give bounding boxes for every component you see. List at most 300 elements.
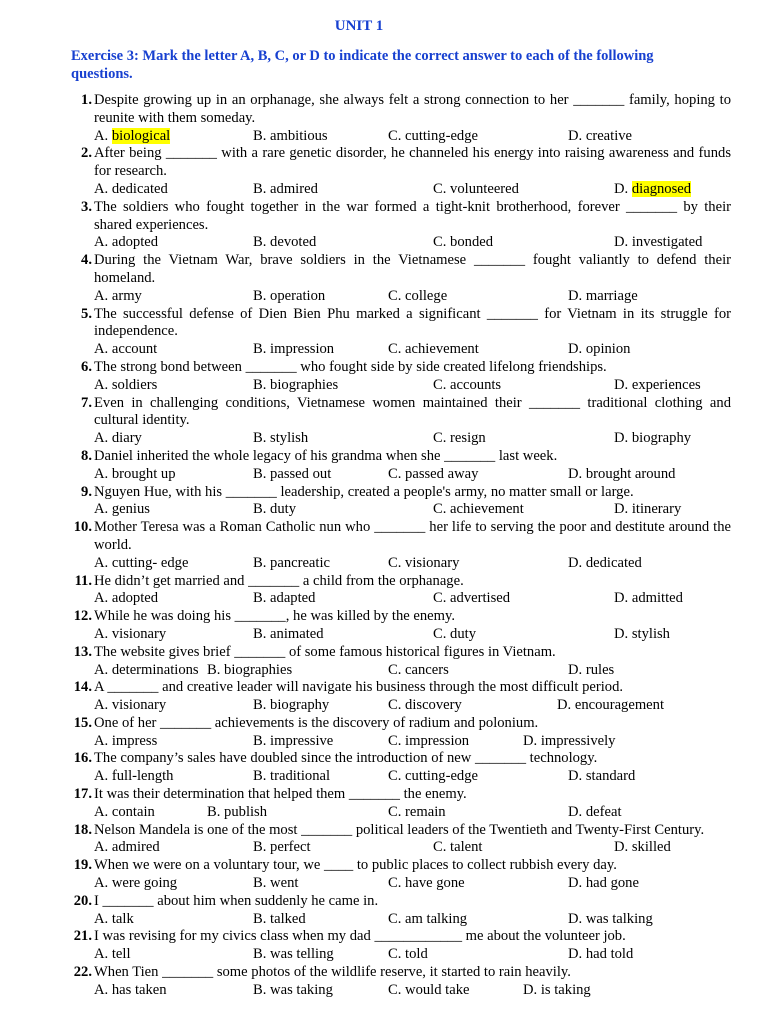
option-text: biography (270, 697, 330, 714)
option-text: cutting-edge (405, 768, 478, 785)
answer-option[interactable] (94, 501, 150, 519)
question-number: 12. (73, 608, 92, 625)
option-text: stylish (270, 430, 309, 447)
answer-option[interactable] (388, 128, 478, 146)
answer-option[interactable] (253, 911, 306, 929)
option-letter: B. (253, 875, 267, 892)
answer-option[interactable] (568, 946, 633, 964)
option-text: encouragement (574, 697, 664, 714)
answer-option[interactable] (253, 466, 331, 484)
option-letter: D. (614, 180, 629, 197)
question-stem (0, 964, 731, 982)
question-text: I _______ about him when suddenly he came in. (94, 892, 379, 909)
question-number: 7. (81, 394, 92, 411)
question-stem (0, 448, 731, 466)
option-text: creative (585, 127, 633, 144)
answer-option[interactable] (388, 288, 447, 306)
question-text: The website gives brief _______ of some famous historical figures in Vietnam. (94, 643, 556, 660)
option-letter: B. (253, 910, 267, 927)
option-text: soldiers (111, 376, 158, 393)
option-text: standard (585, 768, 636, 785)
answer-options (0, 501, 768, 519)
option-letter: C. (388, 465, 402, 482)
option-text: visionary (111, 697, 167, 714)
question-stem (0, 715, 731, 733)
option-letter: B. (253, 376, 267, 393)
option-letter: B. (253, 287, 267, 304)
answer-options (0, 466, 768, 484)
answer-option[interactable] (253, 590, 315, 608)
question-number: 5. (81, 305, 92, 322)
answer-option[interactable] (388, 982, 470, 1000)
answer-option[interactable] (253, 128, 328, 146)
option-letter: A. (94, 839, 109, 856)
option-text: dedicated (585, 554, 642, 571)
answer-option[interactable] (614, 377, 701, 395)
option-letter: C. (388, 875, 402, 892)
option-letter: A. (94, 430, 109, 447)
answer-option[interactable] (614, 501, 681, 519)
question-number: 13. (73, 643, 92, 660)
option-letter: B. (253, 554, 267, 571)
answer-option[interactable] (94, 839, 160, 857)
answer-option[interactable] (388, 804, 446, 822)
question-text: When Tien _______ some photos of the wildlife reserve, it started to rain heavily. (94, 964, 571, 981)
answer-option[interactable] (253, 875, 298, 893)
answer-option[interactable] (523, 733, 615, 751)
option-letter: A. (94, 127, 109, 144)
answer-option[interactable] (94, 697, 166, 715)
option-letter: A. (94, 732, 109, 749)
answer-option[interactable] (94, 430, 142, 448)
option-text: animated (270, 625, 324, 642)
option-letter: D. (614, 430, 629, 447)
option-letter: A. (94, 180, 109, 197)
option-text: brought up (111, 465, 176, 482)
answer-option[interactable] (433, 626, 476, 644)
option-text: investigated (631, 234, 703, 251)
option-text: have gone (405, 875, 465, 892)
question-text: He didn’t get married and _______ a child from the orphanage. (94, 572, 464, 589)
option-text: impression (405, 732, 470, 749)
question-text: During the Vietnam War, brave soldiers in the Vietnamese _______ fought valiantly to defend their homeland. (94, 252, 731, 286)
option-letter: B. (207, 803, 221, 820)
question-text: Even in challenging conditions, Vietnamese women maintained their _______ traditional clothing and cultural identity. (94, 394, 731, 429)
answer-option[interactable] (388, 733, 469, 751)
answer-option[interactable] (388, 911, 467, 929)
answer-option[interactable] (433, 839, 482, 857)
option-text: account (111, 341, 158, 358)
option-text: contain (111, 803, 155, 820)
answer-options (0, 430, 768, 448)
answer-option[interactable] (433, 234, 493, 252)
option-text: operation (270, 287, 326, 304)
answer-option[interactable] (94, 466, 176, 484)
option-letter: D. (568, 661, 583, 678)
option-letter: D. (568, 946, 583, 963)
answer-option[interactable] (614, 430, 691, 448)
answer-option[interactable] (94, 377, 157, 395)
option-text: talked (270, 910, 306, 927)
option-text: itinerary (631, 501, 682, 518)
answer-option[interactable] (253, 946, 334, 964)
answer-option[interactable] (388, 466, 478, 484)
option-text: cutting-edge (405, 127, 478, 144)
option-text: skilled (631, 839, 671, 856)
question-text: While he was doing his _______, he was killed by the enemy. (94, 608, 455, 625)
question-text: Nelson Mandela is one of the most _______ political leaders of the Twentieth and Twenty-First Century. (94, 821, 705, 838)
question-stem (0, 145, 731, 181)
answer-options (0, 590, 768, 608)
option-text: brought around (585, 465, 676, 482)
option-text: adopted (111, 590, 159, 607)
answer-option[interactable] (433, 181, 519, 199)
option-letter: D. (557, 697, 572, 714)
option-letter: C. (433, 234, 447, 251)
option-text: had gone (585, 875, 639, 892)
option-letter: C. (433, 501, 447, 518)
option-letter: C. (433, 625, 447, 642)
option-letter: C. (433, 839, 447, 856)
answer-option[interactable] (253, 341, 334, 359)
option-letter: B. (253, 768, 267, 785)
answer-options (0, 341, 768, 359)
question-number: 9. (81, 483, 92, 500)
answer-option[interactable] (207, 804, 267, 822)
question-stem (0, 484, 731, 502)
answer-option[interactable] (94, 128, 170, 146)
answer-options (0, 377, 768, 395)
option-text: discovery (405, 697, 462, 714)
option-letter: C. (388, 910, 402, 927)
answer-options (0, 234, 768, 252)
option-text: ambitious (270, 127, 328, 144)
option-text: rules (585, 661, 615, 678)
option-letter: D. (568, 910, 583, 927)
option-letter: B. (253, 430, 267, 447)
answer-option[interactable] (94, 768, 173, 786)
answer-option[interactable] (94, 982, 167, 1000)
answer-option[interactable] (568, 875, 639, 893)
option-letter: C. (388, 732, 402, 749)
answer-option[interactable] (433, 590, 510, 608)
question-text: I was revising for my civics class when my dad ____________ me about the volunteer job. (94, 928, 626, 945)
option-text: had told (585, 946, 634, 963)
option-text: publish (224, 803, 268, 820)
option-text: admired (270, 180, 318, 197)
option-text: cancers (405, 661, 449, 678)
option-letter: A. (94, 376, 109, 393)
option-text: told (405, 946, 428, 963)
question-stem (0, 573, 731, 591)
option-text: duty (270, 501, 296, 518)
answer-option[interactable] (614, 590, 683, 608)
answer-option[interactable] (614, 839, 671, 857)
option-text: perfect (270, 839, 311, 856)
answer-option[interactable] (388, 555, 459, 573)
question-text: It was their determination that helped them _______ the enemy. (94, 786, 467, 803)
answer-option[interactable] (614, 626, 670, 644)
question-number: 16. (73, 750, 92, 767)
option-letter: D. (614, 376, 629, 393)
answer-option[interactable] (253, 288, 325, 306)
question-number: 4. (81, 252, 92, 269)
option-letter: C. (388, 946, 402, 963)
answer-option[interactable] (568, 911, 653, 929)
option-letter: A. (94, 590, 109, 607)
answer-option[interactable] (614, 181, 691, 199)
option-text: impressive (270, 732, 334, 749)
option-letter: C. (433, 376, 447, 393)
option-text: visionary (111, 625, 167, 642)
answer-option[interactable] (253, 768, 330, 786)
option-text: went (270, 875, 299, 892)
option-text: stylish (631, 625, 670, 642)
option-text: experiences (631, 376, 701, 393)
option-letter: C. (388, 287, 402, 304)
question-number: 19. (73, 857, 92, 874)
option-letter: B. (253, 697, 267, 714)
question-number: 8. (81, 447, 92, 464)
option-letter: D. (568, 803, 583, 820)
answer-options (0, 733, 768, 751)
question-number: 14. (73, 679, 92, 696)
option-text: adopted (111, 234, 159, 251)
answer-option[interactable] (388, 662, 449, 680)
question-number: 15. (73, 714, 92, 731)
answer-option[interactable] (94, 911, 134, 929)
question-number: 18. (73, 821, 92, 838)
option-letter: A. (94, 661, 109, 678)
option-text: was taking (270, 981, 333, 998)
answer-option[interactable] (94, 626, 166, 644)
answer-option[interactable] (568, 466, 675, 484)
question-stem (0, 679, 731, 697)
option-letter: B. (253, 501, 267, 518)
option-letter: C. (388, 554, 402, 571)
option-text: admitted (631, 590, 683, 607)
question-text: The company’s sales have doubled since the introduction of new _______ technology. (94, 750, 598, 767)
answer-option[interactable] (94, 662, 199, 680)
option-text: would take (405, 981, 470, 998)
answer-option[interactable] (94, 555, 188, 573)
answer-option[interactable] (253, 234, 316, 252)
option-text: passed out (270, 465, 332, 482)
question-number: 1. (81, 92, 92, 108)
answer-options (0, 768, 768, 786)
answer-options (0, 181, 768, 199)
question-text: Mother Teresa was a Roman Catholic nun who _______ her life to serving the poor and destitute around the world. (94, 519, 731, 553)
answer-options (0, 982, 768, 1000)
option-text: marriage (585, 287, 638, 304)
option-letter: C. (388, 981, 402, 998)
option-text: visionary (405, 554, 460, 571)
question-text: The successful defense of Dien Bien Phu marked a significant _______ for Vietnam in its struggle for independence. (94, 305, 731, 340)
option-text: was talking (585, 910, 653, 927)
answer-option[interactable] (253, 697, 329, 715)
answer-options (0, 626, 768, 644)
option-letter: A. (94, 910, 109, 927)
option-letter: B. (253, 981, 267, 998)
answer-option[interactable] (253, 982, 333, 1000)
page-title: UNIT 1 (334, 18, 384, 34)
option-text: biography (631, 430, 692, 447)
option-text: cutting- edge (111, 554, 189, 571)
answer-option[interactable] (568, 128, 632, 146)
answer-option[interactable] (568, 768, 635, 786)
answer-option[interactable] (94, 590, 158, 608)
question-stem (0, 893, 731, 911)
option-text: remain (405, 803, 446, 820)
option-text: dedicated (111, 180, 168, 197)
option-letter: A. (94, 501, 109, 518)
question-number: 21. (73, 928, 92, 945)
option-letter: A. (94, 465, 109, 482)
option-letter: B. (253, 590, 267, 607)
answer-option[interactable] (94, 341, 157, 359)
answer-option[interactable] (253, 430, 308, 448)
answer-option[interactable] (253, 501, 296, 519)
answer-option[interactable] (94, 875, 177, 893)
option-letter: A. (94, 625, 109, 642)
option-letter: C. (388, 803, 402, 820)
answer-options (0, 946, 768, 964)
answer-option[interactable] (568, 341, 630, 359)
exercise-instructions: Exercise 3: Mark the letter A, B, C, or D to indicate the correct answer to each of the following questions. (71, 48, 654, 82)
answer-option[interactable] (388, 946, 428, 964)
answer-options (0, 911, 768, 929)
answer-option[interactable] (94, 234, 158, 252)
option-letter: C. (433, 590, 447, 607)
answer-option[interactable] (388, 697, 462, 715)
option-letter: B. (253, 465, 267, 482)
option-letter: D. (568, 768, 583, 785)
option-letter: B. (253, 946, 267, 963)
answer-option[interactable] (568, 555, 642, 573)
question-list (0, 92, 768, 1000)
option-letter: C. (388, 697, 402, 714)
answer-option[interactable] (523, 982, 591, 1000)
option-text: impress (111, 732, 158, 749)
option-letter: B. (253, 127, 267, 144)
option-letter: A. (94, 803, 109, 820)
answer-option[interactable] (388, 875, 465, 893)
question-text: Nguyen Hue, with his _______ leadership, created a people's army, no matter small or large. (94, 483, 634, 500)
option-letter: C. (388, 127, 402, 144)
option-text: achievement (405, 341, 479, 358)
option-letter: C. (433, 430, 447, 447)
answer-option[interactable] (94, 288, 142, 306)
option-letter: D. (614, 625, 629, 642)
question-stem (0, 252, 731, 288)
option-letter: A. (94, 554, 109, 571)
option-letter: A. (94, 287, 109, 304)
answer-option[interactable] (253, 555, 330, 573)
option-text: advertised (450, 590, 511, 607)
answer-option[interactable] (433, 377, 501, 395)
highlighted-answer: biological (111, 127, 171, 144)
answer-options (0, 288, 768, 306)
option-text: traditional (270, 768, 331, 785)
highlighted-answer: diagnosed (631, 180, 692, 197)
option-text: pancreatic (270, 554, 330, 571)
question-stem (0, 857, 731, 875)
question-text: When we were on a voluntary tour, we ____ to public places to collect rubbish every day. (94, 857, 617, 874)
option-text: am talking (405, 910, 468, 927)
question-number: 11. (74, 572, 92, 589)
answer-option[interactable] (433, 430, 486, 448)
option-letter: A. (94, 768, 109, 785)
option-text: impression (270, 341, 335, 358)
option-letter: A. (94, 341, 109, 358)
answer-option[interactable] (557, 697, 664, 715)
answer-options (0, 804, 768, 822)
option-text: were going (111, 875, 178, 892)
answer-option[interactable] (568, 662, 614, 680)
answer-option[interactable] (253, 733, 333, 751)
question-text: The soldiers who fought together in the war formed a tight-knit brotherhood, forever _______ by their shared experiences. (94, 198, 731, 233)
answer-option[interactable] (388, 341, 479, 359)
option-letter: D. (614, 839, 629, 856)
question-number: 20. (73, 892, 92, 909)
option-text: is taking (540, 981, 591, 998)
answer-option[interactable] (253, 181, 318, 199)
answer-option[interactable] (207, 662, 292, 680)
question-number: 3. (81, 198, 92, 215)
option-text: achievement (450, 501, 524, 518)
answer-options (0, 875, 768, 893)
question-stem (0, 750, 731, 768)
answer-option[interactable] (614, 234, 702, 252)
option-text: talk (111, 910, 134, 927)
answer-option[interactable] (253, 377, 338, 395)
option-text: army (111, 287, 142, 304)
answer-option[interactable] (388, 768, 478, 786)
option-text: bonded (450, 234, 494, 251)
question-stem (0, 199, 731, 235)
option-letter: D. (568, 341, 583, 358)
answer-option[interactable] (94, 181, 168, 199)
option-letter: D. (568, 465, 583, 482)
option-letter: C. (433, 180, 447, 197)
answer-option[interactable] (568, 288, 638, 306)
question-number: 10. (73, 519, 92, 536)
answer-option[interactable] (94, 804, 155, 822)
answer-option[interactable] (94, 946, 131, 964)
option-text: biographies (270, 376, 339, 393)
answer-option[interactable] (253, 626, 324, 644)
option-text: resign (450, 430, 486, 447)
question-stem (0, 786, 731, 804)
answer-option[interactable] (253, 839, 311, 857)
option-letter: A. (94, 234, 109, 251)
question-stem (0, 395, 731, 431)
option-letter: B. (253, 180, 267, 197)
question-stem (0, 306, 731, 342)
option-letter: C. (388, 661, 402, 678)
question-text: Daniel inherited the whole legacy of his grandma when she _______ last week. (94, 447, 558, 464)
option-text: defeat (585, 803, 622, 820)
option-letter: A. (94, 981, 109, 998)
answer-option[interactable] (94, 733, 157, 751)
question-stem (0, 928, 731, 946)
option-text: accounts (450, 376, 502, 393)
option-text: volunteered (450, 180, 519, 197)
answer-option[interactable] (433, 501, 524, 519)
option-text: impressively (540, 732, 616, 749)
answer-option[interactable] (568, 804, 622, 822)
option-letter: B. (253, 839, 267, 856)
